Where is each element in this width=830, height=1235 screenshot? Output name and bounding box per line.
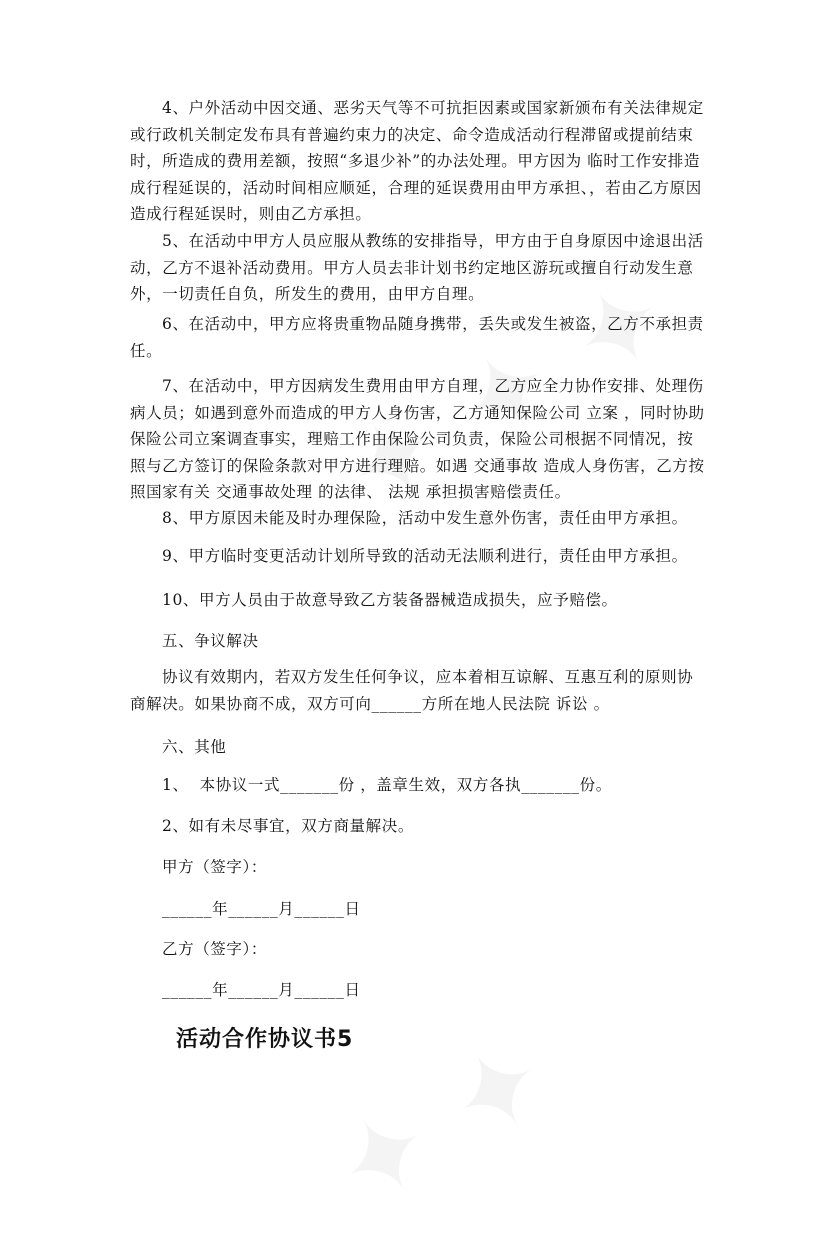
dispute-paragraph: 协议有效期内，若双方发生任何争议，应本着相互谅解、互惠互利的原则协商解决。如果协商不成，双方可向______方所在地人民法院 诉讼 。 [130, 668, 694, 713]
clause-4: 4、户外活动中因交通、恶劣天气等不可抗拒因素或国家新颁布有关法律规定或行政机关制定发布具有普遍约束力的决定、命令造成活动行程滞留或提前结束时，所造成的费用差额，按照“多退少补”的办法处理。甲方因为 临时工作安排造成行程延误的，活动时间相应顺延，合理的延误费用由甲方承担、，若由乙方原因造成行程延误时，则由乙方承担。 [130, 99, 704, 223]
other-item-2: 2、如有未尽事宜，双方商量解决。 [162, 817, 414, 835]
party-a-date: ______年______月______日 [162, 900, 361, 918]
clause-5: 5、在活动中甲方人员应服从教练的安排指导，甲方由于自身原因中途退出活动，乙方不退补活动费用。甲方人员去非计划书约定地区游玩或擅自行动发生意外，一切责任自负，所发生的费用，由甲方自理。 [130, 232, 704, 303]
clause-9: 9、甲方临时变更活动计划所导致的活动无法顺利进行，责任由甲方承担。 [162, 547, 688, 565]
party-b-signature: 乙方（签字）： [162, 940, 267, 958]
document-heading: 活动合作协议书5 [176, 1027, 354, 1052]
section-heading-dispute: 五、争议解决 [162, 632, 259, 650]
clause-10: 10、甲方人员由于故意导致乙方装备器械造成损失，应予赔偿。 [162, 591, 618, 609]
other-item-1: 1、 本协议一式_______份 ，盖章生效，双方各执_______份。 [162, 776, 612, 794]
party-a-signature: 甲方（签字）： [162, 858, 267, 876]
clause-8: 8、甲方原因未能及时办理保险，活动中发生意外伤害，责任由甲方承担。 [162, 509, 688, 527]
clause-6: 6、在活动中，甲方应将贵重物品随身携带，丢失或发生被盗，乙方不承担责任。 [130, 315, 704, 360]
section-heading-other: 六、其他 [162, 738, 227, 756]
clause-7: 7、在活动中，甲方因病发生费用由甲方自理，乙方应全力协作安排、处理伤病人员；如遇到意外而造成的甲方人身伤害，乙方通知保险公司 立案 ，同时协助保险公司立案调查事实，理赔工作由保险公司负责，保险公司根据不同情况，按照与乙方签订的保险条款对甲方进行理赔。如遇 交通事故 造成人身伤害，乙方按照国家有关 交通事故处理 的法律、 法规 承担损害赔偿责任。 [130, 377, 705, 501]
party-b-date: ______年______月______日 [162, 981, 361, 999]
